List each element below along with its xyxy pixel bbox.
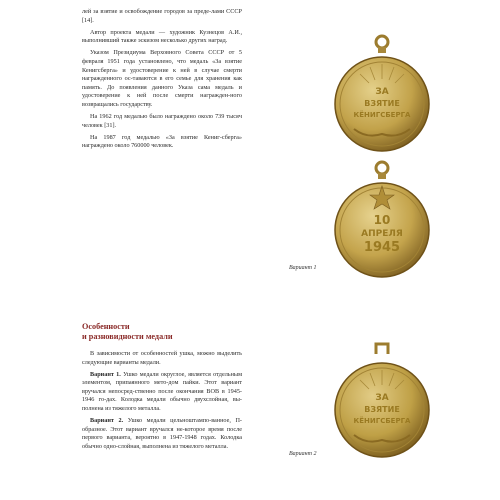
text-column-top	[82, 8, 242, 154]
medal-front-photo	[332, 34, 432, 160]
medal-inscription: КЁНИГСБЕРГА	[353, 111, 411, 119]
medal-inscription: ВЗЯТИЕ	[364, 99, 400, 108]
medal-inscription: АПРЕЛЯ	[361, 229, 403, 239]
medal-inscription: ЗА	[375, 87, 389, 97]
variant-text: Ушко медали цельноштампо-ванное, П-образное. Этот вариант вручался не-которое время после первого варианта, вероятно в 1947-1948 годах. Колодка обычно одно-слойная, выполнена из тяжелого металла.	[82, 417, 242, 450]
paragraph: В зависимости от особенностей ушка, можно выделить следующие варианты медали.	[82, 350, 242, 366]
paragraph: лей за взятие и освобождение городов за преде-лами СССР [14].	[82, 8, 242, 24]
medal-loop	[376, 344, 388, 354]
medal-loop	[376, 162, 388, 174]
medal-back-photo	[332, 160, 432, 286]
medal-inscription: 10	[373, 213, 391, 227]
variant-label: Вариант 2.	[90, 417, 124, 425]
medal-inscription: ВЗЯТИЕ	[364, 405, 400, 414]
paragraph	[82, 417, 242, 451]
paragraph: На 1987 год медалью «За взятие Кениг-сберга» награждено около 760000 человек.	[82, 133, 242, 150]
paragraph: Указом Президиума Верховного Совета СССР от 5 февраля 1951 года установлено, что медаль «За взятие Кенигсберга» и удостоверение к ней в случае смерти награжденного ос-таваются в его семье для хранения как память. До появления данного Указа сама медаль и удостоверение к ней после смерти награжден-ного возвращались государству.	[82, 49, 242, 108]
medal-inscription: 1945	[363, 240, 401, 255]
medal-loop	[376, 36, 388, 48]
medal-inscription: ЗА	[375, 393, 389, 403]
variant-text: Ушко медали округлое, является отдельным элементом, припаянного мето-дом пайки. Этот вариант вручался непосред-ственно после окончания ВОВ в 1945-1946 го-дах. Колодка медали обычно двухслойная, вы-полнена из тяжелого металла.	[82, 370, 242, 413]
paragraph	[82, 371, 242, 414]
paragraph: На 1962 год медалью было награждено около 739 тысяч человек [31].	[82, 113, 242, 129]
paragraph: Автор проекта медали — художник Кузнецов А.И., выполнивший также эскизом несколько других наград.	[82, 28, 242, 45]
variant-label: Вариант 1.	[90, 370, 121, 378]
section-heading	[82, 322, 252, 342]
caption-variant1: Вариант 1	[289, 265, 317, 271]
medal-variant2-photo	[332, 340, 432, 466]
heading-line: и разновидности медали	[82, 332, 173, 341]
medal-inscription: КЁНИГСБЕРГА	[353, 417, 411, 425]
caption-variant2: Вариант 2	[289, 451, 317, 457]
heading-line: Особенности	[82, 322, 130, 331]
text-column-bottom	[82, 350, 242, 455]
